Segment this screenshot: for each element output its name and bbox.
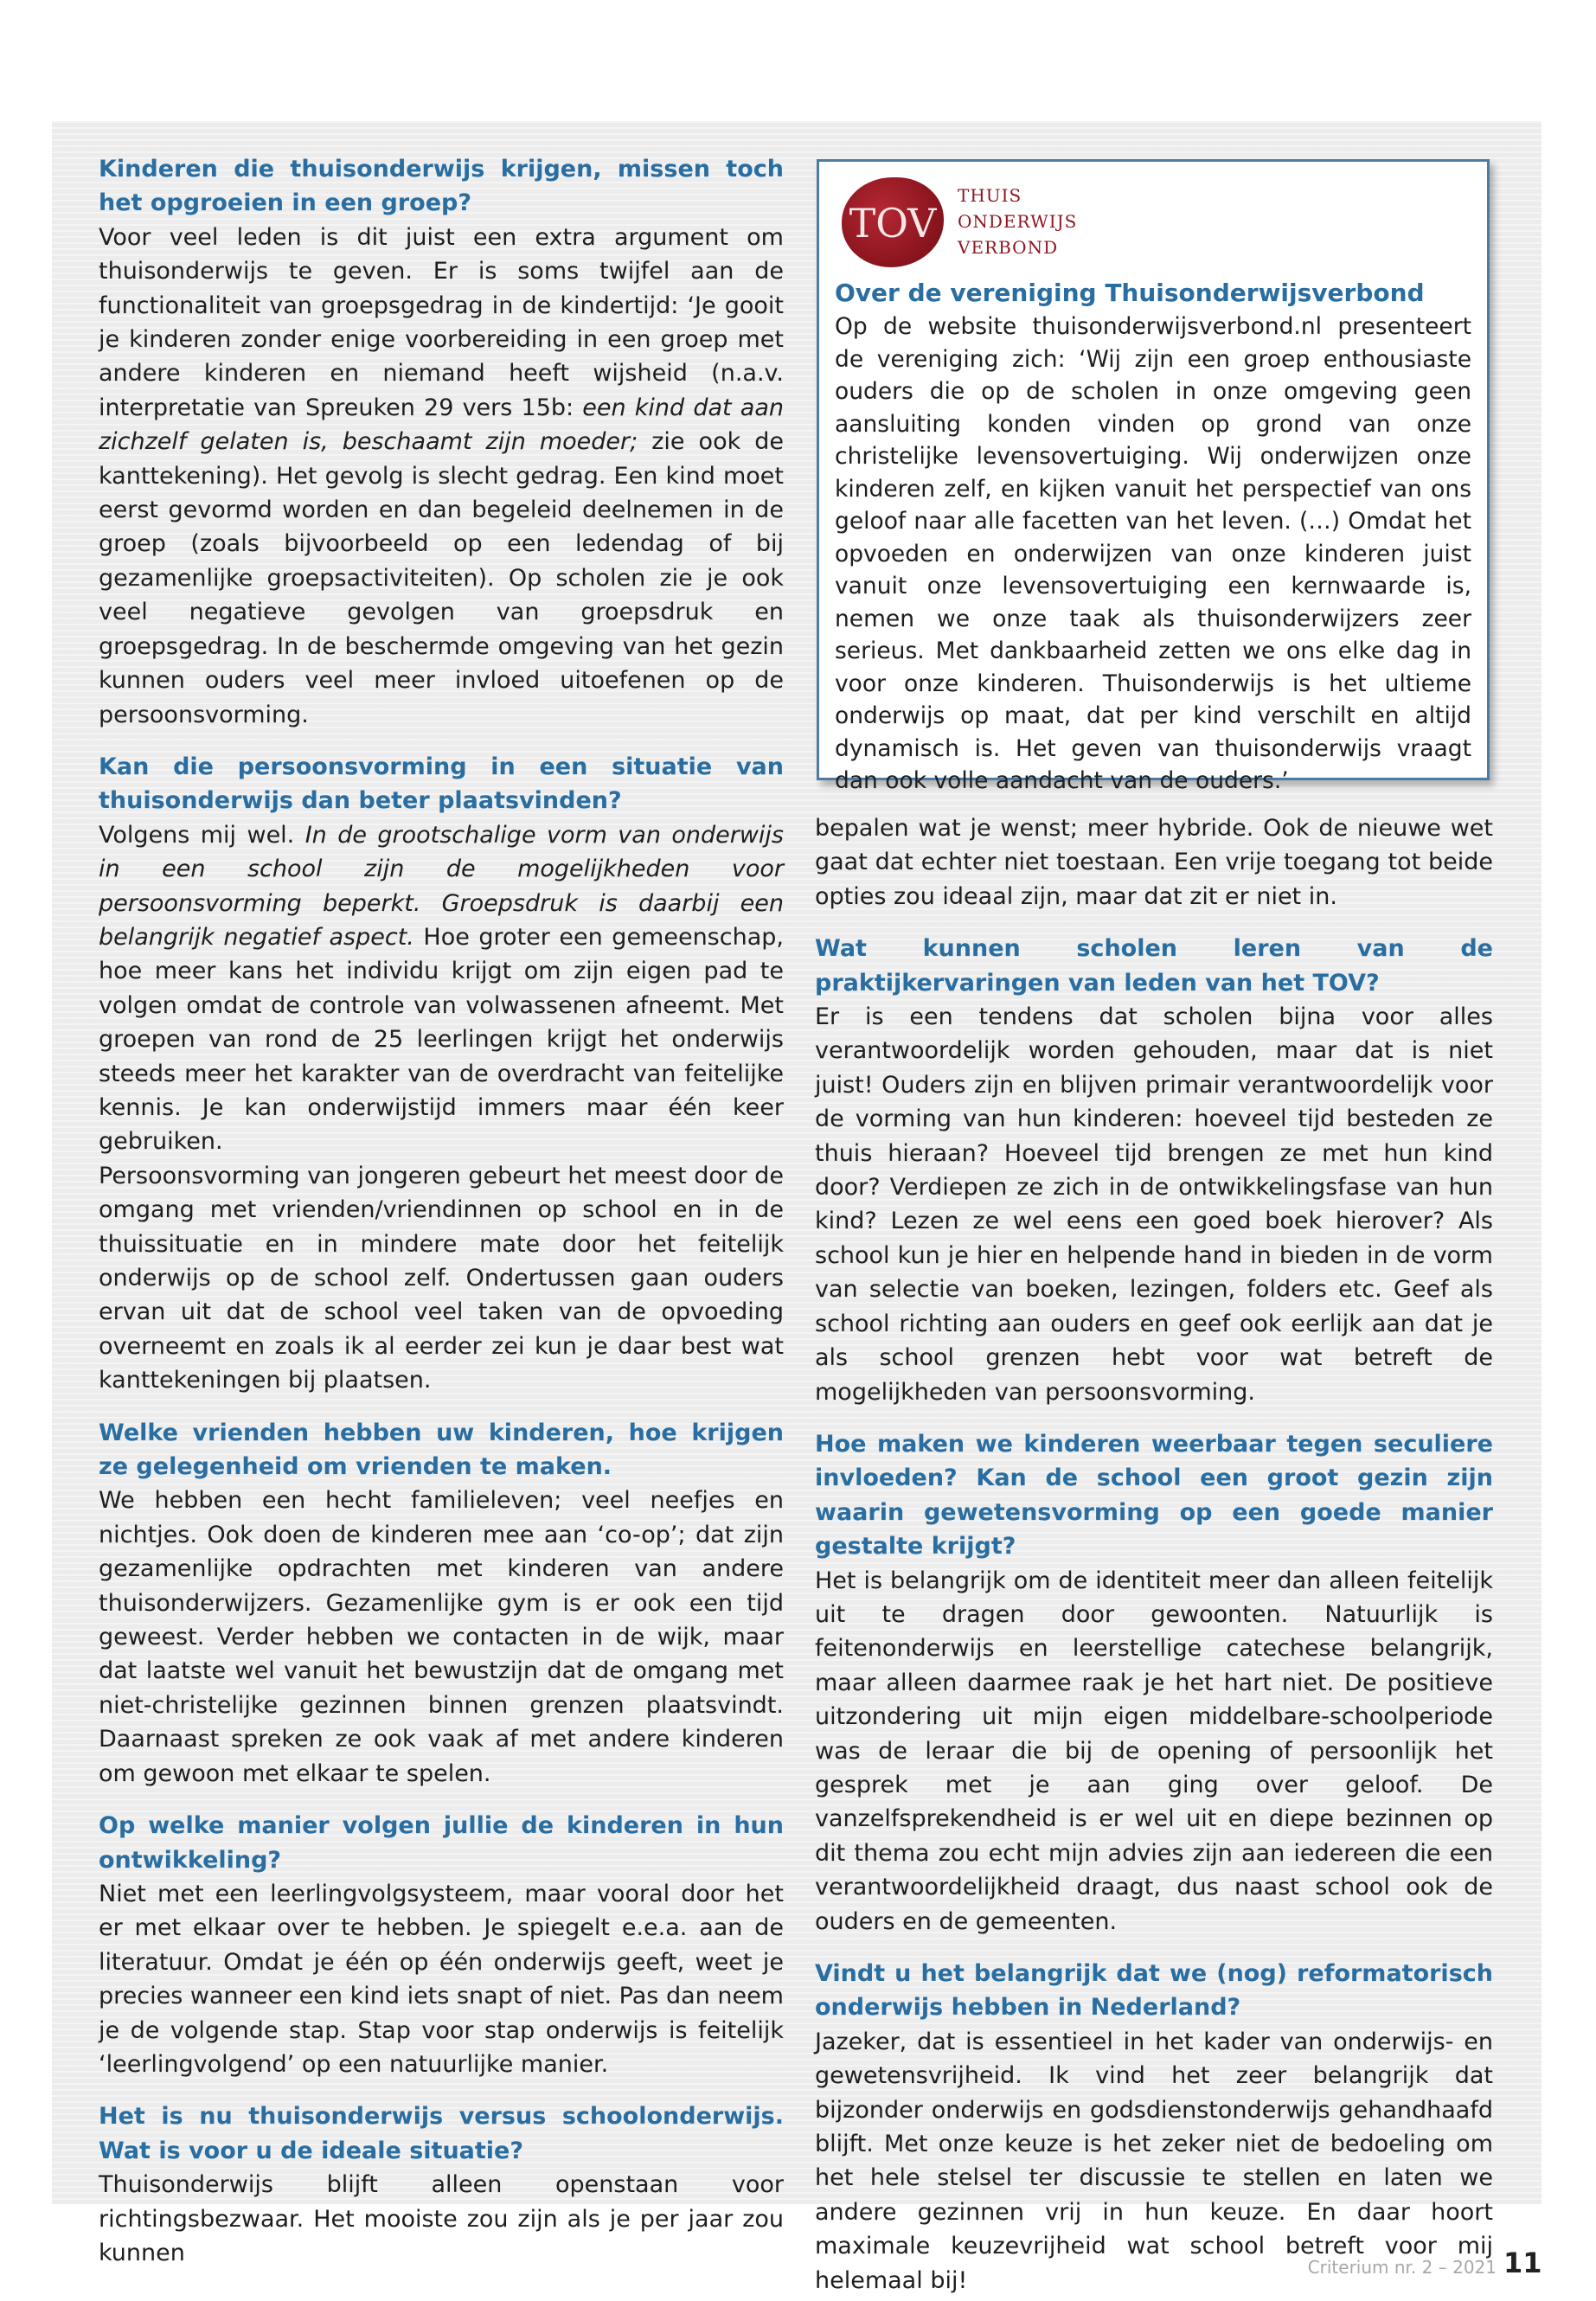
box-body: Op de website thuisonderwijsverbond.nl presenteert de vereniging zich: ‘Wij zijn een groep enthousiaste ouders die op de scholen in onze omgeving geen aansluiting konden vinden op grond van onze christelijke levensovertuiging. Wij onderwijzen onze kinderen zelf, en kijken vanuit het perspectief van ons geloof naar alle facetten van het leven. (…) Omdat het opvoeden en onderwijzen van onze kinderen juist vanuit onze levensovertuiging een kernwaarde is, nemen we onze taak als thuisonderwijzers zeer serieus. Met dankbaarheid zetten we ons elke dag in voor onze kinderen. Thuisonderwijs is het ultieme onderwijs op maat, dat per kind verschilt en altijd dynamisch is. Het geven van thuisonderwijs vraagt dan ook volle aandacht van de ouders.’ [835, 313, 1471, 794]
publication-footer: Criterium nr. 2 – 2021 [1307, 2257, 1497, 2278]
answer-text: Volgens mij wel. [99, 821, 305, 849]
answer-text: Voor veel leden is dit juist een extra argument om thuisonderwijs te geven. Er is soms twijfel aan de functionaliteit van groepsgedrag in de kindertijd: ‘Je gooit je kinderen zonder enige voorbereiding in een groep met andere kinderen en niemand heeft wijsheid (n.a.v. interpretatie van Spreuken 29 vers 15b: [99, 223, 784, 421]
logo-line: ONDERWIJS [958, 211, 1078, 232]
info-box [817, 159, 1490, 794]
box-title: Over de vereniging Thuisonderwijsverbond [835, 279, 1425, 307]
answer-paragraph: Niet met een leerlingvolgsysteem, maar vooral door het er met elkaar over te hebben. Je spiegelt e.e.a. aan de literatuur. Omdat je één op één onderwijs geeft, weet je precies wanneer een kind iets snapt of niet. Pas dan neem je de volgende stap. Stap voor stap onderwijs is feitelijk ‘leerlingvolgend’ op een natuurlijke manier. [99, 1880, 784, 2078]
answer-paragraph: Persoonsvorming van jongeren gebeurt het meest door de omgang met vrienden/vriendinnen op school en in de thuissituatie en in mindere mate door het feitelijk onderwijs op de school zelf. Ondertussen gaan ouders ervan uit dat de school veel taken van de opvoeding overneemt en zoals ik al eerder zei kun je daar best wat kanttekeningen bij plaatsen. [99, 1162, 784, 1394]
answer-paragraph [99, 221, 784, 732]
logo-line: THUIS [958, 185, 1022, 206]
question-heading: Het is nu thuisonderwijs versus schoolonderwijs. Wat is voor u de ideale situatie? [99, 2103, 784, 2164]
left-column [99, 152, 784, 2270]
page-number: 11 [1503, 2247, 1542, 2279]
answer-paragraph [99, 818, 784, 1159]
answer-paragraph: Het is belangrijk om de identiteit meer dan alleen feitelijk uit te dragen door gewoonten. Natuurlijk is feitenonderwijs en leerstellige catechese belangrijk, maar alleen daarmee raak je het hart niet. De positieve uitzondering uit mijn eigen middelbare-schoolperiode was de leraar die bij de opening of persoonlijk het gesprek met je aan ging over geloof. De vanzelfsprekendheid is er wel uit en diepe bezinnen op dit thema zou echt mijn advies zijn aan iedereen die een verantwoordelijkheid draagt, dus naast school ook de ouders en de gemeenten. [815, 1567, 1493, 1935]
tov-logo [835, 174, 1471, 276]
logo-wordmark [958, 183, 1077, 260]
answer-paragraph: Jazeker, dat is essentieel in het kader van onderwijs- en gewetensvrijheid. Ik vind het zeer belangrijk dat bijzonder onderwijs en godsdienstonderwijs gehandhaafd blijft. Met onze keuze is het zeker niet de bedoeling om het hele stelsel ter discussie te stellen en laten we andere gezinnen vrij in hun keuze. En daar hoort maximale keuzevrijheid wat school betreft voor mij helemaal bij! [815, 2028, 1493, 2294]
right-column [815, 811, 1493, 2298]
logo-initials: TOV [849, 200, 937, 247]
wax-seal-icon [842, 177, 944, 267]
scripture-quote: een kind dat aan zichzelf gelaten is, beschaamt zijn moeder; [99, 394, 784, 456]
answer-paragraph: Er is een tendens dat scholen bijna voor alles verantwoordelijk worden gehouden, maar dat is niet juist! Ouders zijn en blijven primair verantwoordelijk voor de vorming van hun kinderen: hoeveel tijd besteden ze thuis hieraan? Hoeveel tijd brengen ze met hun kind door? Verdiepen ze zich in de ontwikkelingsfase van hun kind? Lezen ze wel eens een goed boek hierover? Als school kun je hier en helpende hand in bieden in de vorm van selectie van boeken, lezingen, folders etc. Geef als school richting aan ouders en geef ook eerlijk aan dat je als school grenzen hebt voor wat betreft de mogelijkheden van persoonsvorming. [815, 1003, 1493, 1406]
question-heading: Wat kunnen scholen leren van de praktijkervaringen van leden van het TOV? [815, 935, 1493, 997]
logo-line: VERBOND [958, 237, 1059, 258]
emphasized-text: In de grootschalige vorm van onderwijs in een school zijn de mogelijkheden voor persoonsvorming beperkt. Groepsdruk is daarbij een belangrijk negatief aspect. [99, 821, 784, 951]
question-heading: Vindt u het belangrijk dat we (nog) reformatorisch onderwijs hebben in Nederland? [815, 1960, 1493, 2022]
question-heading: Op welke manier volgen jullie de kinderen in hun ontwikkeling? [99, 1812, 784, 1874]
question-heading: Hoe maken we kinderen weerbaar tegen seculiere invloeden? Kan de school een groot gezin zijn waarin gewetensvorming op een goede manier gestalte krijgt? [815, 1430, 1493, 1561]
question-heading: Kinderen die thuisonderwijs krijgen, missen toch het opgroeien in een groep? [99, 156, 784, 217]
answer-text: zie ook de kanttekening). Het gevolg is slecht gedrag. Een kind moet eerst gevormd worden en dan begeleid deelnemen in de groep (zoals bijvoorbeeld op een ledendag of bij gezamenlijke groepsactiviteiten). Op scholen zie je ook veel negatieve gevolgen van groepsdruk en groepsgedrag. In de beschermde omgeving van het gezin kunnen ouders veel meer invloed uitoefenen op de persoonsvorming. [99, 428, 784, 728]
answer-text: Hoe groter een gemeenschap, hoe meer kans het individu krijgt om zijn eigen pad te volgen omdat de controle van volwassenen afneemt. Met groepen van rond de 25 leerlingen krijgt het onderwijs steeds meer het karakter van de overdracht van feitelijke kennis. Je kan onderwijstijd immers maar één keer gebruiken. [99, 923, 784, 1156]
answer-paragraph: bepalen wat je wenst; meer hybride. Ook de nieuwe wet gaat dat echter niet toestaan. Een vrije toegang tot beide opties zou ideaal zijn, maar dat zit er niet in. [815, 815, 1493, 910]
question-heading: Kan die persoonsvorming in een situatie van thuisonderwijs dan beter plaatsvinden? [99, 753, 784, 815]
answer-paragraph: We hebben een hecht familieleven; veel neefjes en nichtjes. Ook doen de kinderen mee aan ‘co-op’; dat zijn gezamenlijke opdrachten met kinderen van andere thuisonderwijzers. Gezamenlijke gym is er ook een tijd geweest. Verder hebben we contacten in de wijk, maar dat laatste wel vanuit het bewustzijn dat de omgang met niet-christelijke gezinnen binnen grenzen plaatsvindt. Daarnaast spreken ze ook vaak af met andere kinderen om gewoon met elkaar te spelen. [99, 1487, 784, 1787]
answer-paragraph: Thuisonderwijs blijft alleen openstaan voor richtingsbezwaar. Het mooiste zou zijn als je per jaar zou kunnen [99, 2171, 784, 2266]
question-heading: Welke vrienden hebben uw kinderen, hoe krijgen ze gelegenheid om vrienden te maken. [99, 1419, 784, 1481]
